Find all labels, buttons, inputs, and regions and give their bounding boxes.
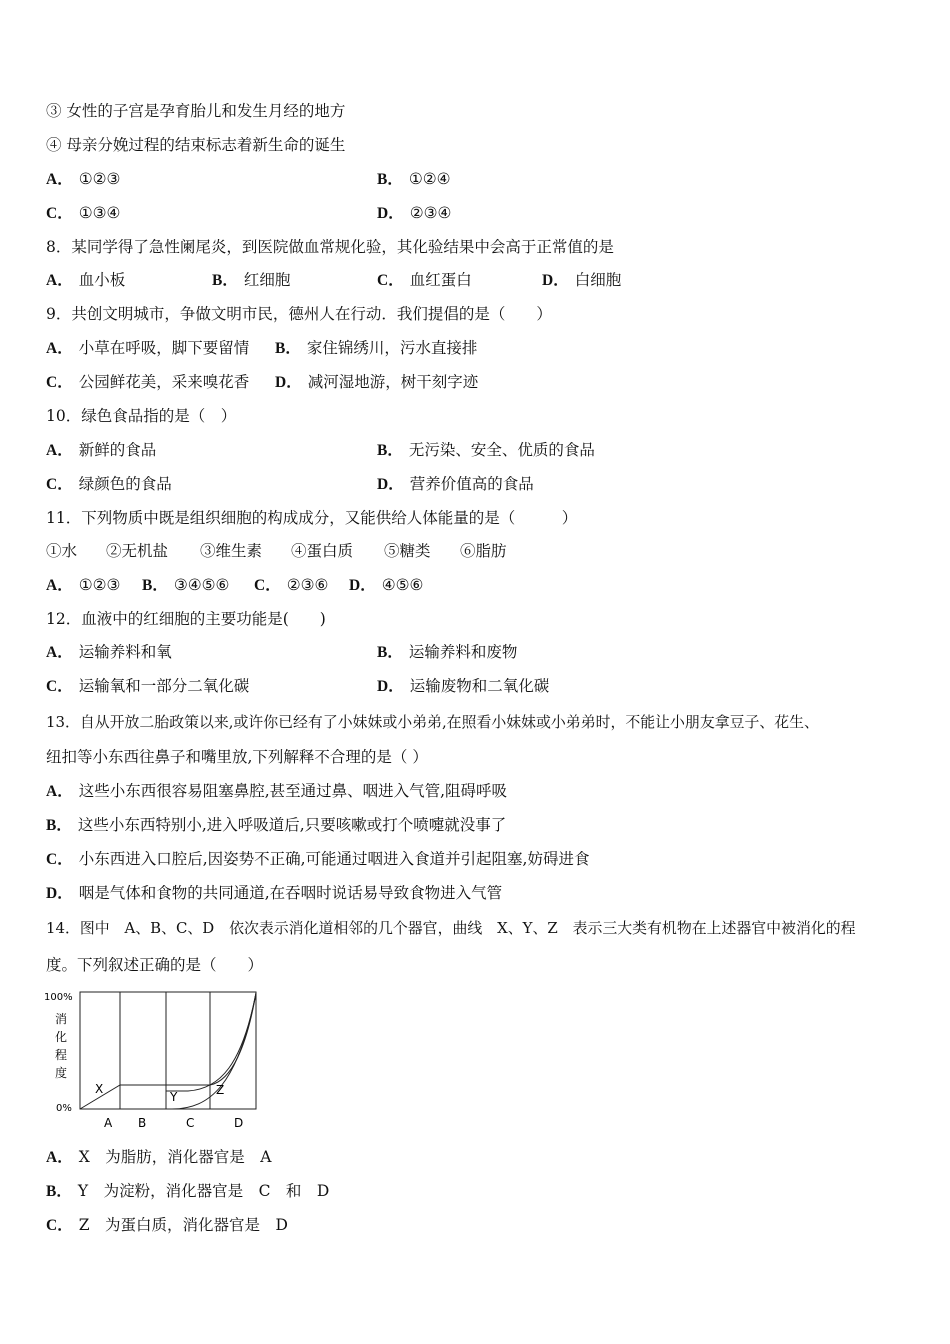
q7-option-a[interactable]: A． ①②③ [46, 170, 121, 188]
y-axis-title-char: 程 [55, 1048, 68, 1062]
curve-x [80, 993, 256, 1109]
q11-item: ⑥脂肪 [460, 542, 507, 560]
q10-option-a[interactable]: A． 新鲜的食品 [46, 441, 157, 459]
q8-option-c[interactable]: C． 血红蛋白 [377, 271, 472, 289]
curve-y [166, 993, 256, 1091]
q12-option-a[interactable]: A． 运输养料和氧 [46, 643, 172, 661]
curve-label-z: Z [216, 1083, 225, 1097]
q7-option-c[interactable]: C． ①③④ [46, 204, 121, 222]
q13-stem-line2: 纽扣等小东西往鼻子和嘴里放,下列解释不合理的是（ ） [46, 748, 428, 766]
q14-stem-line2: 度。下列叙述正确的是（ ） [46, 956, 264, 974]
curve-label-x: X [95, 1082, 104, 1096]
digestion-figure [42, 985, 272, 1133]
q13-stem-line1: 13．自从开放二胎政策以来,或许你已经有了小妹妹或小弟弟,在照看小妹妹或小弟弟时，不能让小朋友拿豆子、花生、 [46, 713, 819, 731]
q14-stem-line1: 14．图中 A、B、C、D 依次表示消化道相邻的几个器官，曲线 X、Y、Z 表示三大类有机物在上述器官中被消化的程 [46, 919, 856, 937]
y-axis-top-label: 100% [44, 992, 73, 1003]
q13-option-c[interactable]: C． 小东西进入口腔后,因姿势不正确,可能通过咽进入食道并引起阻塞,妨碍进食 [46, 850, 590, 868]
q9-option-b[interactable]: B． 家住锦绣川，污水直接排 [275, 339, 478, 357]
q14-option-b[interactable]: B． Y 为淀粉，消化器官是 C 和 D [46, 1182, 330, 1200]
q13-option-a[interactable]: A． 这些小东西很容易阻塞鼻腔,甚至通过鼻、咽进入气管,阻碍呼吸 [46, 782, 508, 800]
q11-item: ①水 [46, 542, 78, 560]
q11-option-c[interactable]: C． ②③⑥ [254, 576, 329, 594]
q11-option-d[interactable]: D． ④⑤⑥ [349, 576, 424, 594]
q14-option-c[interactable]: C． Z 为蛋白质，消化器官是 D [46, 1216, 288, 1234]
q8-option-b[interactable]: B． 红细胞 [212, 271, 291, 289]
q11-stem: 11．下列物质中既是组织细胞的构成成分，又能供给人体能量的是（ ） [46, 509, 578, 527]
x-axis-label-c: C [186, 1116, 195, 1130]
q11-item: ⑤糖类 [384, 542, 431, 560]
q8-option-a[interactable]: A． 血小板 [46, 271, 126, 289]
q12-option-d[interactable]: D． 运输废物和二氧化碳 [377, 677, 550, 695]
y-axis-title-char: 化 [55, 1030, 68, 1044]
q13-option-b[interactable]: B． 这些小东西特别小,进入呼吸道后,只要咳嗽或打个喷嚏就没事了 [46, 816, 507, 834]
q8-stem: 8．某同学得了急性阑尾炎，到医院做血常规化验，其化验结果中会高于正常值的是 [46, 238, 614, 256]
q12-option-b[interactable]: B． 运输养料和废物 [377, 643, 518, 661]
q11-item: ②无机盐 [106, 542, 169, 560]
x-axis-label-d: D [234, 1116, 244, 1130]
q12-stem: 12．血液中的红细胞的主要功能是( ) [46, 610, 326, 628]
q11-item: ④蛋白质 [291, 542, 354, 560]
q9-option-d[interactable]: D． 减河湿地游，树干刻字迹 [275, 373, 479, 391]
curve-label-y: Y [170, 1090, 178, 1104]
q11-item: ③维生素 [200, 542, 263, 560]
curve-z [172, 993, 256, 1109]
y-axis-title-char: 度 [55, 1066, 68, 1080]
q8-option-d[interactable]: D． 白细胞 [542, 271, 622, 289]
q10-option-d[interactable]: D． 营养价值高的食品 [377, 475, 534, 493]
y-axis-title-char: 消 [55, 1012, 68, 1026]
q10-option-b[interactable]: B． 无污染、安全、优质的食品 [377, 441, 595, 459]
q10-option-c[interactable]: C． 绿颜色的食品 [46, 475, 172, 493]
q11-option-b[interactable]: B． ③④⑤⑥ [142, 576, 230, 594]
x-axis-label-b: B [138, 1116, 147, 1130]
q10-stem: 10．绿色食品指的是（ ） [46, 407, 237, 425]
statement-4: ④ 母亲分娩过程的结束标志着新生命的诞生 [46, 136, 346, 154]
statement-3: ③ 女性的子宫是孕育胎儿和发生月经的地方 [46, 102, 346, 120]
q12-option-c[interactable]: C． 运输氧和一部分二氧化碳 [46, 677, 250, 695]
q14-option-a[interactable]: A． X 为脂肪，消化器官是 A [46, 1148, 272, 1166]
q9-option-a[interactable]: A． 小草在呼吸，脚下要留情 [46, 339, 250, 357]
q9-option-c[interactable]: C． 公园鲜花美，采来嗅花香 [46, 373, 250, 391]
y-axis-bottom-label: 0% [56, 1103, 72, 1114]
q13-option-d[interactable]: D． 咽是气体和食物的共同通道,在吞咽时说话易导致食物进入气管 [46, 884, 503, 902]
q7-option-d[interactable]: D． ②③④ [377, 204, 452, 222]
q9-stem: 9．共创文明城市，争做文明市民，德州人在行动．我们提倡的是（ ） [46, 305, 552, 323]
x-axis-label-a: A [104, 1116, 113, 1130]
q11-option-a[interactable]: A． ①②③ [46, 576, 121, 594]
q7-option-b[interactable]: B． ①②④ [377, 170, 451, 188]
